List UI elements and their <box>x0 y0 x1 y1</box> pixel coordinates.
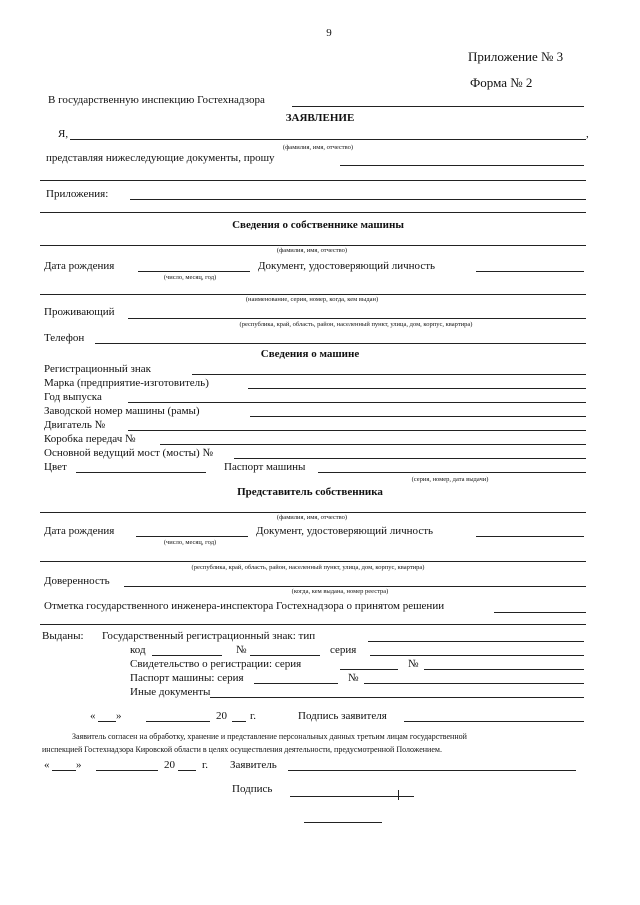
code-field[interactable] <box>152 655 222 656</box>
date2-month-field[interactable] <box>96 770 158 771</box>
other-docs-label: Иные документы <box>130 686 211 698</box>
inspector-mark-field-2[interactable] <box>40 624 586 625</box>
cert-label: Свидетельство о регистрации: серия <box>130 658 302 670</box>
comma: , <box>586 128 589 140</box>
color-field[interactable] <box>76 472 206 473</box>
frame-label: Заводской номер машины (рамы) <box>44 405 200 417</box>
issued-passport-label: Паспорт машины: серия <box>130 672 244 684</box>
rep-addr-hint: (республика, край, область, район, населенный пункт, улица, дом, корпус, квартира) <box>191 564 425 571</box>
i-label: Я, <box>58 128 69 140</box>
plate-series-label: серия <box>330 644 357 656</box>
applicant-sign-field[interactable] <box>404 721 584 722</box>
fio-hint: (фамилия, имя, отчество) <box>282 144 354 151</box>
reg-sign-field[interactable] <box>192 374 586 375</box>
brand-label: Марка (предприятие-изготовитель) <box>44 377 209 389</box>
date1-year-field[interactable] <box>232 721 246 722</box>
appendix-label: Приложение № 3 <box>468 49 564 64</box>
rep-birth-field[interactable] <box>136 536 248 537</box>
poa-label: Доверенность <box>44 575 110 587</box>
signature-label: Подпись <box>232 783 273 795</box>
applicant-field[interactable] <box>288 770 576 771</box>
cert-no-label: № <box>408 658 419 670</box>
form-label: Форма № 2 <box>470 75 533 90</box>
issued-passport-no-field[interactable] <box>364 683 584 684</box>
date2-g: г. <box>202 759 209 771</box>
machine-passport-field[interactable] <box>318 472 586 473</box>
year-label: Год выпуска <box>44 391 102 403</box>
issued-passport-no-label: № <box>348 672 359 684</box>
passport-hint: (серия, номер, дата выдачи) <box>411 476 489 483</box>
request-field-1[interactable] <box>340 165 584 166</box>
reg-sign-label: Регистрационный знак <box>44 363 151 375</box>
plate-no-field[interactable] <box>250 655 320 656</box>
owner-id-details-field[interactable] <box>40 294 586 295</box>
consent-line-2: инспекцией Гостехнадзора Кировской области в целях осуществления деятельности, предусмотренной Положением. <box>42 745 442 754</box>
plate-type-field[interactable] <box>368 641 584 642</box>
owner-addr-hint: (республика, край, область, район, населенный пункт, улица, дом, корпус, квартира) <box>239 321 473 328</box>
applicant-name-field[interactable] <box>70 139 586 140</box>
owner-id-field[interactable] <box>476 271 584 272</box>
signature-field[interactable] <box>290 796 414 797</box>
plate-type-label: Государственный регистрационный знак: тип <box>102 630 316 642</box>
applicant-sign-label: Подпись заявителя <box>298 710 387 722</box>
axle-label: Основной ведущий мост (мосты) № <box>44 447 213 459</box>
date1-year-prefix: 20 <box>216 710 227 722</box>
gearbox-label: Коробка передач № <box>44 433 136 445</box>
color-label: Цвет <box>44 461 67 473</box>
date2-year-prefix: 20 <box>164 759 175 771</box>
date1-g: г. <box>250 710 257 722</box>
bottom-rule <box>304 822 382 823</box>
inspector-mark-field-1[interactable] <box>494 612 586 613</box>
owner-address-field[interactable] <box>128 318 586 319</box>
cert-series-field[interactable] <box>340 669 398 670</box>
engine-field[interactable] <box>128 430 586 431</box>
issued-label: Выданы: <box>42 630 84 642</box>
rep-id-field[interactable] <box>476 536 584 537</box>
attachments-field-1[interactable] <box>130 199 586 200</box>
plate-series-field[interactable] <box>370 655 584 656</box>
owner-phone-label: Телефон <box>44 332 85 344</box>
rep-fio-hint: (фамилия, имя, отчество) <box>276 514 348 521</box>
recipient-field[interactable] <box>292 106 584 107</box>
presenting-label: представляя нижеследующие документы, прошу <box>46 152 275 164</box>
owner-birth-field[interactable] <box>138 271 250 272</box>
cert-no-field[interactable] <box>424 669 584 670</box>
owner-doc-hint: (наименование, серия, номер, когда, кем выдан) <box>245 296 379 303</box>
rep-address-field[interactable] <box>40 561 586 562</box>
request-field-2[interactable] <box>40 180 586 181</box>
date1-month-field[interactable] <box>146 721 210 722</box>
issued-passport-series-field[interactable] <box>254 683 338 684</box>
other-docs-field[interactable] <box>210 697 584 698</box>
rep-date-hint: (число, месяц, год) <box>163 539 217 546</box>
gearbox-field[interactable] <box>160 444 586 445</box>
page-number: 9 <box>326 27 332 39</box>
frame-field[interactable] <box>250 416 586 417</box>
rep-birth-label: Дата рождения <box>44 525 115 537</box>
owner-residing-label: Проживающий <box>44 306 115 318</box>
rep-id-label: Документ, удостоверяющий личность <box>256 525 434 537</box>
poa-field[interactable] <box>124 586 586 587</box>
applicant-label: Заявитель <box>230 759 277 771</box>
poa-hint: (когда, кем выдана, номер реестра) <box>291 588 389 595</box>
signature-tick <box>398 790 399 800</box>
code-label: код <box>130 644 146 656</box>
engine-label: Двигатель № <box>44 419 106 431</box>
owner-fio-hint: (фамилия, имя, отчество) <box>276 247 348 254</box>
date2-quote-open: « <box>44 759 50 771</box>
plate-no-label: № <box>236 644 247 656</box>
owner-birth-label: Дата рождения <box>44 260 115 272</box>
date2-quote-close: » <box>76 759 82 771</box>
rep-heading: Представитель собственника <box>237 486 383 498</box>
date1-quote-open: « <box>90 710 96 722</box>
owner-phone-field[interactable] <box>95 343 586 344</box>
date2-day-field[interactable] <box>52 770 76 771</box>
date1-quote-close: » <box>116 710 122 722</box>
machine-heading: Сведения о машине <box>260 348 360 360</box>
document-title: ЗАЯВЛЕНИЕ <box>285 112 355 124</box>
attachments-label: Приложения: <box>46 188 109 200</box>
axle-field[interactable] <box>234 458 586 459</box>
recipient-label: В государственную инспекцию Гостехнадзора <box>48 94 265 106</box>
brand-field[interactable] <box>248 388 586 389</box>
owner-id-label: Документ, удостоверяющий личность <box>258 260 436 272</box>
date2-year-field[interactable] <box>178 770 196 771</box>
owner-date-hint: (число, месяц, год) <box>163 274 217 281</box>
owner-name-field[interactable] <box>40 245 586 246</box>
attachments-field-2[interactable] <box>40 212 586 213</box>
owner-heading: Сведения о собственнике машины <box>232 219 404 231</box>
year-field[interactable] <box>128 402 586 403</box>
inspector-mark-label: Отметка государственного инженера-инспектора Гостехнадзора о принятом решении <box>44 600 445 612</box>
consent-line-1: Заявитель согласен на обработку, хранение и представление персональных данных третьим лицам государственной <box>72 732 467 741</box>
rep-name-field[interactable] <box>40 512 586 513</box>
date1-day-field[interactable] <box>98 721 116 722</box>
machine-passport-label: Паспорт машины <box>224 461 306 473</box>
